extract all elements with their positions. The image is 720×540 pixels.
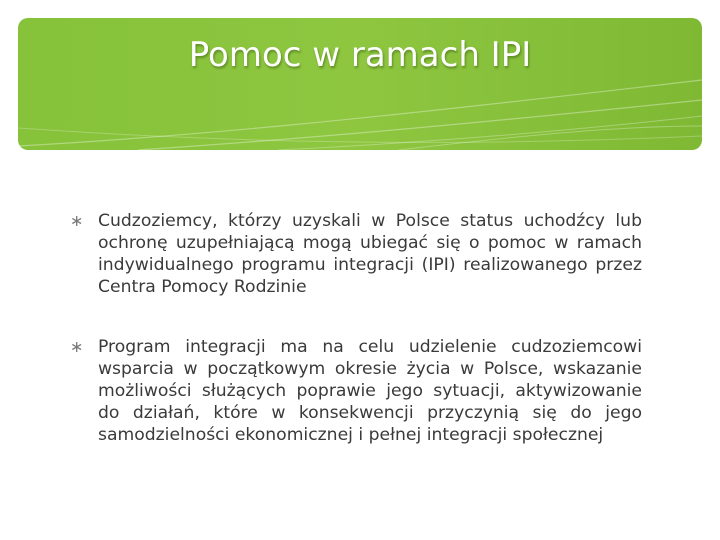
bullet-text: Program integracji ma na celu udzielenie cudzoziemcowi wsparcia w początkowym okresie życia w Polsce, wskazanie możliwości służących poprawie jego sytuacji, aktywizowanie do działań, które w konsekwencji przyczynią się do jego samodzielności ekonomicznej i pełnej integracji społecznej [98,337,642,445]
asterisk-bullet-icon: ∗ [70,337,84,356]
bullet-text: Cudzoziemcy, którzy uzyskali w Polsce status uchodźcy lub ochronę uzupełniającą mogą ubiegać się o pomoc w ramach indywidualnego programu integracji (IPI) realizowanego przez Centra Pomocy Rodzinie [98,211,642,297]
list-item [70,210,642,298]
list-item [70,336,642,446]
slide-title: Pomoc w ramach IPI [188,35,532,75]
asterisk-bullet-icon: ∗ [70,211,84,230]
bullet-list [70,210,642,484]
